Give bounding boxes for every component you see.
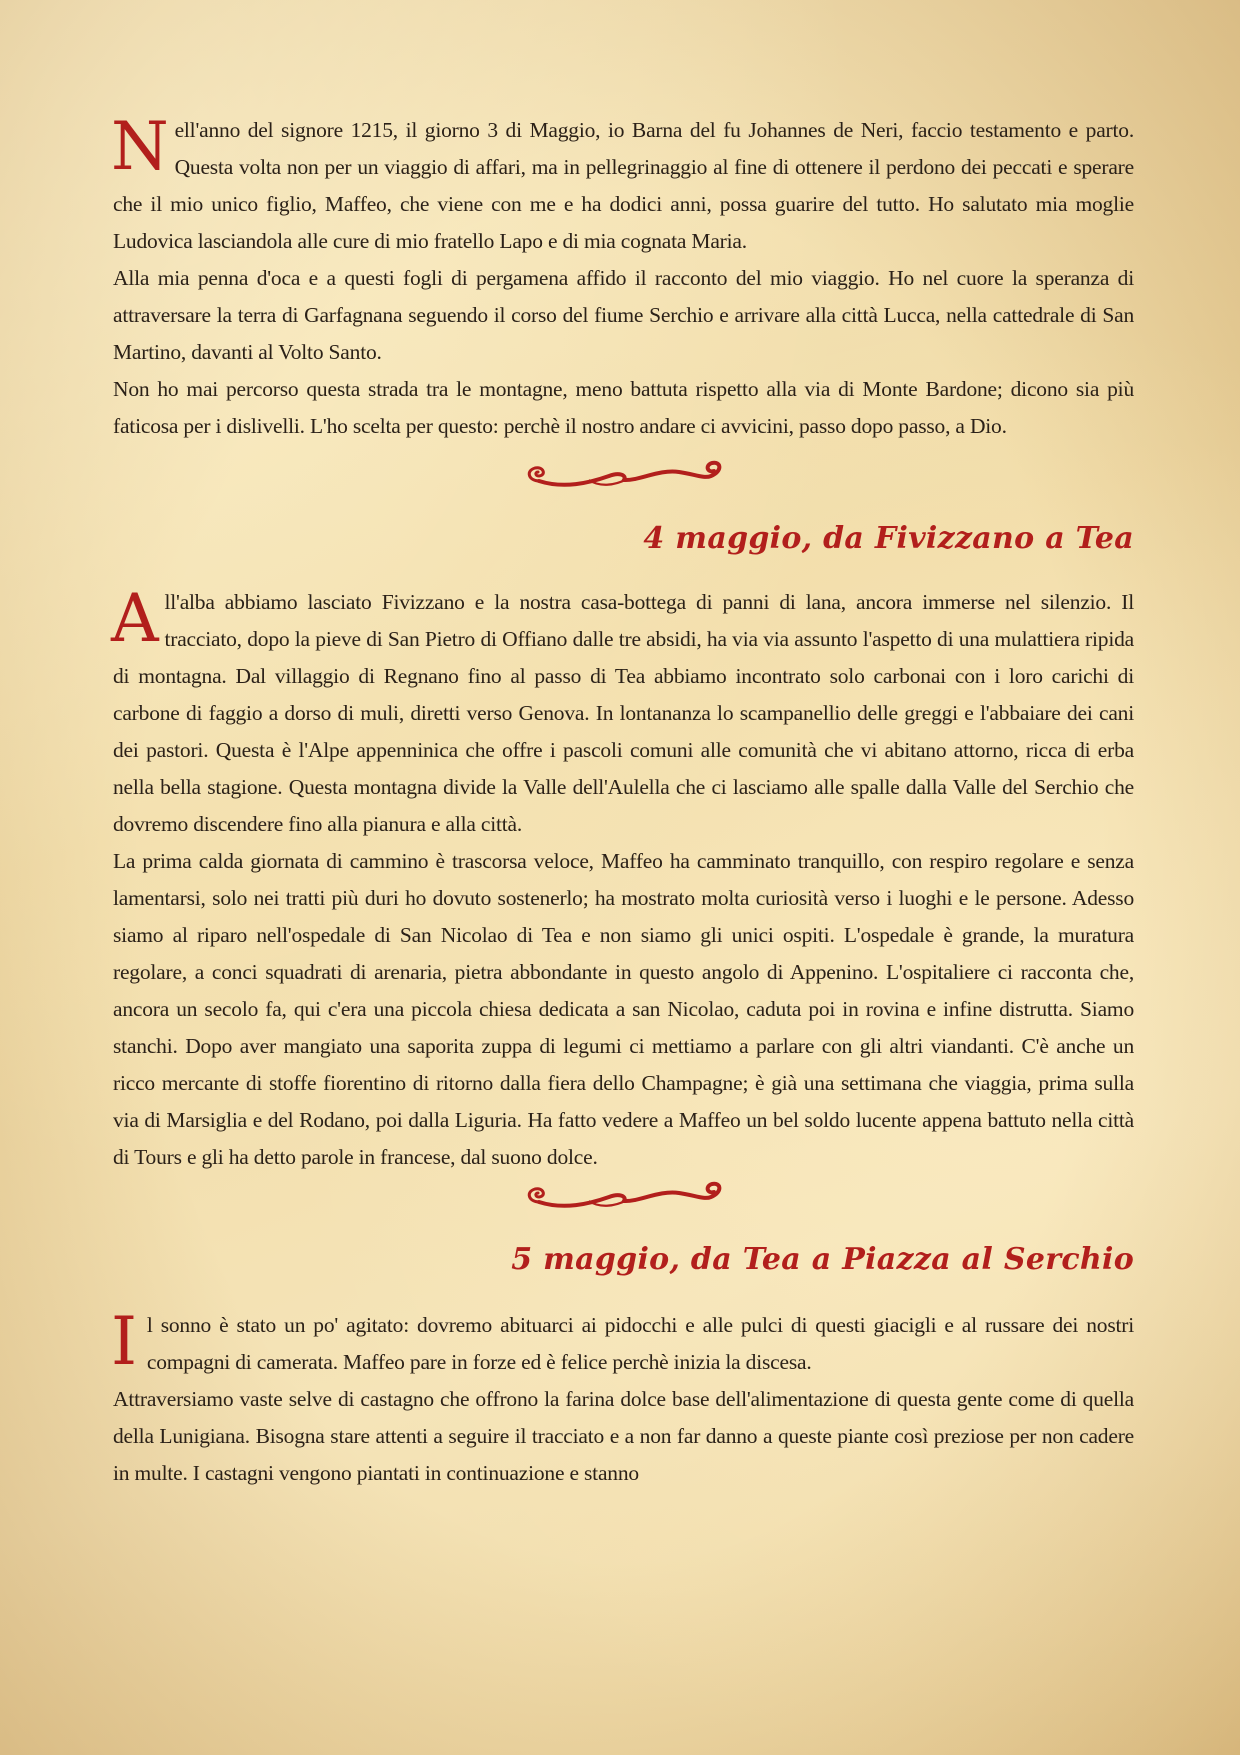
flourish-divider-icon — [519, 459, 729, 495]
drop-cap: I — [111, 1303, 137, 1380]
intro-section — [111, 108, 1134, 445]
section-may-4 — [111, 580, 1134, 1176]
drop-cap: N — [111, 108, 169, 185]
may5-paragraph-1: Il sonno è stato un po' agitato: dovremo abituarci ai pidocchi e alle pulci di questi giacigli e al russare dei nostri compagni di camerata. Maffeo pare in forze ed è felice perchè inizia la discesa. — [111, 1303, 1134, 1380]
drop-cap: A — [111, 580, 159, 657]
intro-paragraph-3: Non ho mai percorso questa strada tra le montagne, meno battuta rispetto alla via di Monte Bardone; dicono sia più faticosa per i dislivelli. L'ho scelta per questo: perchè il nostro andare ci avvicini, passo dopo passo, a Dio. — [113, 377, 1134, 438]
intro-paragraph-1: Nell'anno del signore 1215, il giorno 3 di Maggio, io Barna del fu Johannes de Neri, faccio testamento e parto. Questa volta non per un viaggio di affari, ma in pellegrinaggio al fine di ottenere il perdono dei peccati e sperare che il mio unico figlio, Maffeo, che viene con me e ha dodici anni, possa guarire del tutto. Ho salutato mia moglie Ludovica lasciandola alle cure di mio fratello Lapo e di mia cognata Maria. — [111, 108, 1134, 253]
may5-paragraph-2: Attraversiamo vaste selve di castagno che offrono la farina dolce base dell'alimentazione di questa gente come di quella della Lunigiana. Bisogna stare attenti a seguire il tracciato e a non far danno a queste piante così preziose per non cadere in multe. I castagni vengono piantati in continuazione e stanno — [113, 1387, 1134, 1485]
section-heading-may-5: 5 maggio, da Tea a Piazza al Serchio — [511, 1242, 1134, 1277]
flourish-divider-icon — [519, 1180, 729, 1216]
section-may-5 — [111, 1303, 1134, 1492]
section-heading-may-4: 4 maggio, da Fivizzano a Tea — [643, 521, 1134, 556]
may4-paragraph-1: All'alba abbiamo lasciato Fivizzano e la nostra casa-bottega di panni di lana, ancora immerse nel silenzio. Il tracciato, dopo la pieve di San Pietro di Offiano dalle tre absidi, ha via via assunto l'aspetto di una mulattiera ripida di montagna. Dal villaggio di Regnano fino al passo di Tea abbiamo incontrato solo carbonai con i loro carichi di carbone di faggio a dorso di muli, diretti verso Genova. In lontananza lo scampanellio delle greggi e l'abbaiare dei cani dei pastori. Questa è l'Alpe appenninica che offre i pascoli comuni alle comunità che vi abitano attorno, ricca di erba nella bella stagione. Questa montagna divide la Valle dell'Aulella che ci lasciamo alle spalle dalla Valle del Serchio che dovremo discendere fino alla pianura e alla città. — [111, 580, 1134, 836]
may4-paragraph-2: La prima calda giornata di cammino è trascorsa veloce, Maffeo ha camminato tranquillo, con respiro regolare e senza lamentarsi, solo nei tratti più duri ho dovuto sostenerlo; ha mostrato molta curiosità verso i luoghi e le persone. Adesso siamo al riparo nell'ospedale di San Nicolao di Tea e non siamo gli unici ospiti. L'ospedale è grande, la muratura regolare, a conci squadrati di arenaria, pietra abbondante in questo angolo di Appenino. L'ospitaliere ci racconta che, ancora un secolo fa, qui c'era una piccola chiesa dedicata a san Nicolao, caduta poi in rovina e infine distrutta. Siamo stanchi. Dopo aver mangiato una saporita zuppa di legumi ci mettiamo a parlare con gli altri viandanti. C'è anche un ricco mercante di stoffe fiorentino di ritorno dalla fiera dello Champagne; è già una settimana che viaggia, prima sulla via di Marsiglia e del Rodano, poi dalla Liguria. Ha fatto vedere a Maffeo un bel soldo lucente appena battuto nella città di Tours e gli ha detto parole in francese, dal suono dolce. — [113, 849, 1134, 1169]
intro-paragraph-2: Alla mia penna d'oca e a questi fogli di pergamena affido il racconto del mio viaggio. Ho nel cuore la speranza di attraversare la terra di Garfagnana seguendo il corso del fiume Serchio e arrivare alla città Lucca, nella cattedrale di San Martino, davanti al Volto Santo. — [113, 266, 1134, 364]
diary-page — [111, 108, 1134, 1492]
